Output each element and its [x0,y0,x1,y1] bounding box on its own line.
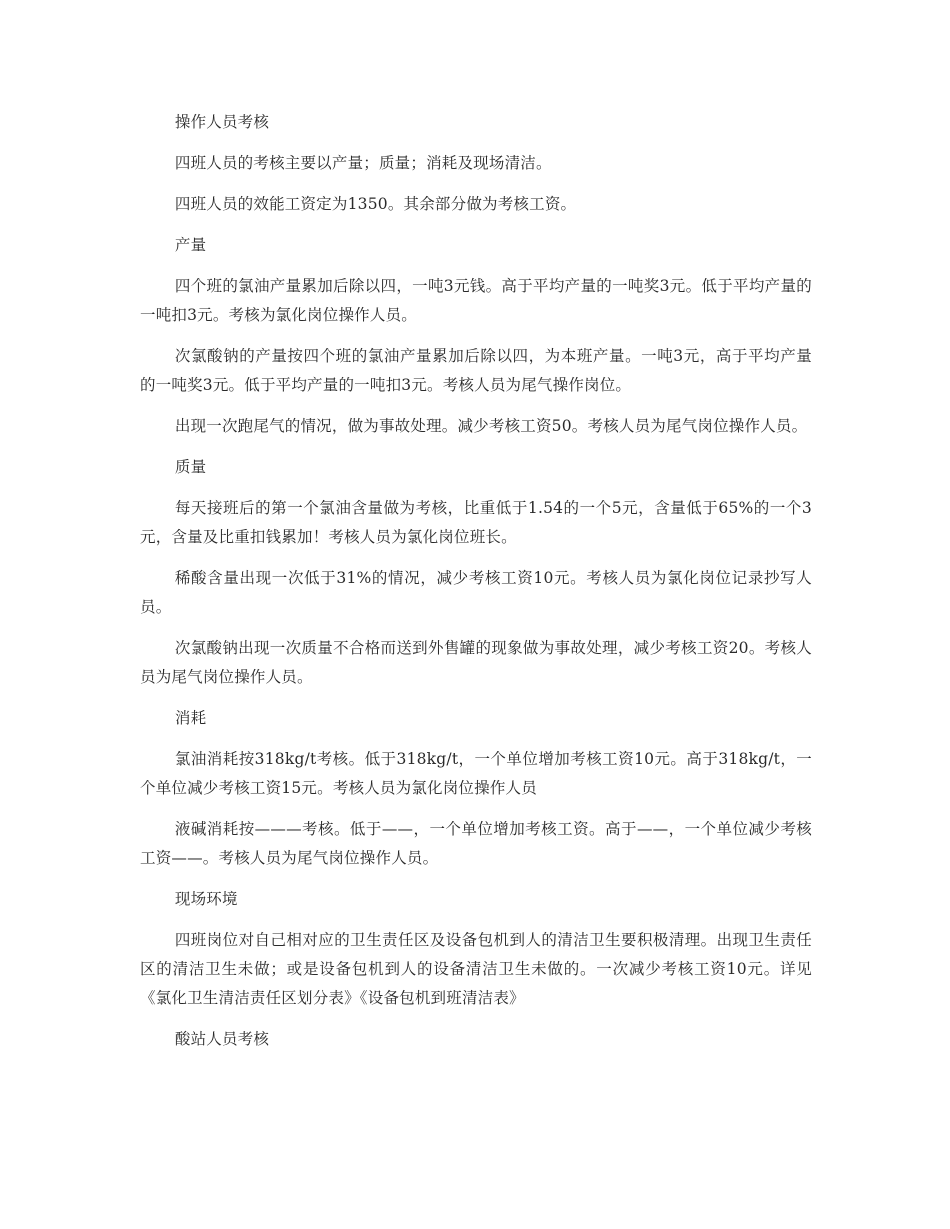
section-heading-acid-station: 酸站人员考核 [174,1030,270,1048]
section-heading-operators: 操作人员考核 [174,113,270,131]
paragraph-chlorinated-oil-output: 四个班的氯油产量累加后除以四，一吨3元钱。高于平均产量的一吨奖3元。低于平均产量的一吨扣3元。考核为氯化岗位操作人员。 [140,277,812,324]
section-heading-consumption: 消耗 [174,709,207,727]
section-heading-site-environment: 现场环境 [174,890,238,908]
paragraph-oil-content-check: 每天接班后的第一个氯油含量做为考核，比重低于1.54的一个5元，含量低于65%的一个3元，含量及比重扣钱累加！考核人员为氯化岗位班长。 [140,499,812,546]
paragraph-base-wage: 四班人员的效能工资定为1350。其余部分做为考核工资。 [174,195,577,213]
paragraph-assessment-scope: 四班人员的考核主要以产量；质量；消耗及现场清洁。 [174,154,552,172]
paragraph-caustic-consumption: 液碱消耗按———考核。低于——，一个单位增加考核工资。高于——，一个单位减少考核工资——。考核人员为尾气岗位操作人员。 [140,820,812,867]
section-heading-quality: 质量 [174,458,207,476]
paragraph-tail-gas-incident: 出现一次跑尾气的情况，做为事故处理。减少考核工资50。考核人员为尾气岗位操作人员。 [174,417,808,435]
section-heading-output: 产量 [174,236,207,254]
paragraph-hypochlorite-quality: 次氯酸钠出现一次质量不合格而送到外售罐的现象做为事故处理，减少考核工资20。考核人员为尾气岗位操作人员。 [140,639,812,686]
paragraph-sodium-hypochlorite-output: 次氯酸钠的产量按四个班的氯油产量累加后除以四，为本班产量。一吨3元，高于平均产量的一吨奖3元。低于平均产量的一吨扣3元。考核人员为尾气操作岗位。 [140,347,812,394]
paragraph-oil-consumption: 氯油消耗按318kg/t考核。低于318kg/t，一个单位增加考核工资10元。高于318kg/t，一个单位减少考核工资15元。考核人员为氯化岗位操作人员 [140,750,812,797]
paragraph-dilute-acid-content: 稀酸含量出现一次低于31%的情况，减少考核工资10元。考核人员为氯化岗位记录抄写人员。 [140,569,812,616]
paragraph-cleaning-responsibility: 四班岗位对自己相对应的卫生责任区及设备包机到人的清洁卫生要积极清理。出现卫生责任区的清洁卫生未做；或是设备包机到人的设备清洁卫生未做的。一次减少考核工资10元。详见《氯化卫生清洁责任区划分表》《设备包机到班清洁表》 [140,931,812,1007]
document-body [140,108,812,1066]
